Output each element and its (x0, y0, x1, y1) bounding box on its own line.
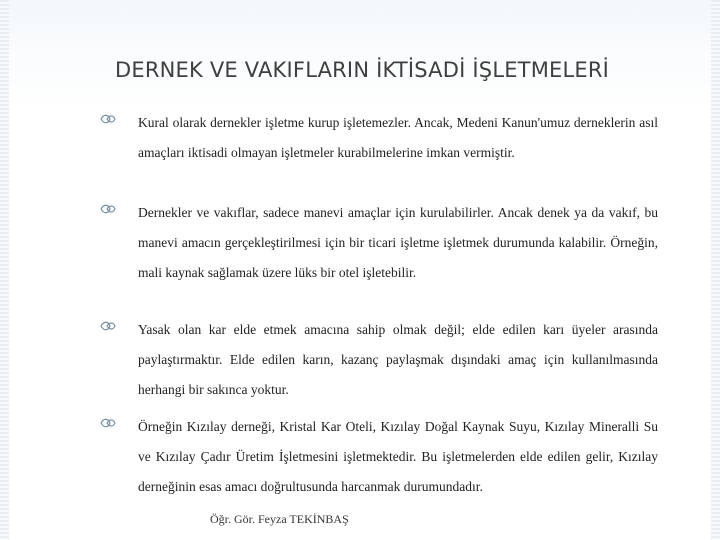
ornament-bullet-icon (100, 112, 116, 124)
slide-title: DERNEK VE VAKIFLARIN İKTİSADİ İŞLETMELERİ (115, 58, 610, 82)
footer-author: Öğr. Gör. Feyza TEKİNBAŞ (210, 512, 349, 526)
bullet-text-2: Dernekler ve vakıflar, sadece manevi amaçlar için kurulabilirler. Ancak denek ya da vakıf, bu manevi amacın gerçekleştirilmesi için bir ticari işletme işletmek durumunda kalabilir. Örneğin, mali kaynak sağlamak üzere lüks bir otel işletebilir. (138, 205, 658, 280)
ornament-bullet-icon (100, 202, 116, 214)
bullet-text-1: Kural olarak dernekler işletme kurup işletemezler. Ancak, Medeni Kanun'umuz derneklerin asıl amaçları iktisadi olmayan işletmeler kurabilmelerine imkan vermiştir. (138, 115, 658, 160)
ornament-bullet-icon (100, 319, 116, 331)
ornament-bullet-icon (100, 416, 116, 428)
bullet-text-3: Yasak olan kar elde etmek amacına sahip olmak değil; elde edilen karı üyeler arasında paylaştırmaktır. Elde edilen karın, kazanç paylaşmak dışındaki amaç için kullanılmasında herhangi bir sakınca yoktur. (138, 322, 658, 397)
bullet-text-4: Örneğin Kızılay derneği, Kristal Kar Oteli, Kızılay Doğal Kaynak Suyu, Kızılay Mineralli Su ve Kızılay Çadır Üretim İşletmesini işletmektedir. Bu işletmelerden elde edilen gelir, Kızılay derneğinin esas amacı doğrultusunda harcanmak durumundadır. (138, 419, 658, 494)
